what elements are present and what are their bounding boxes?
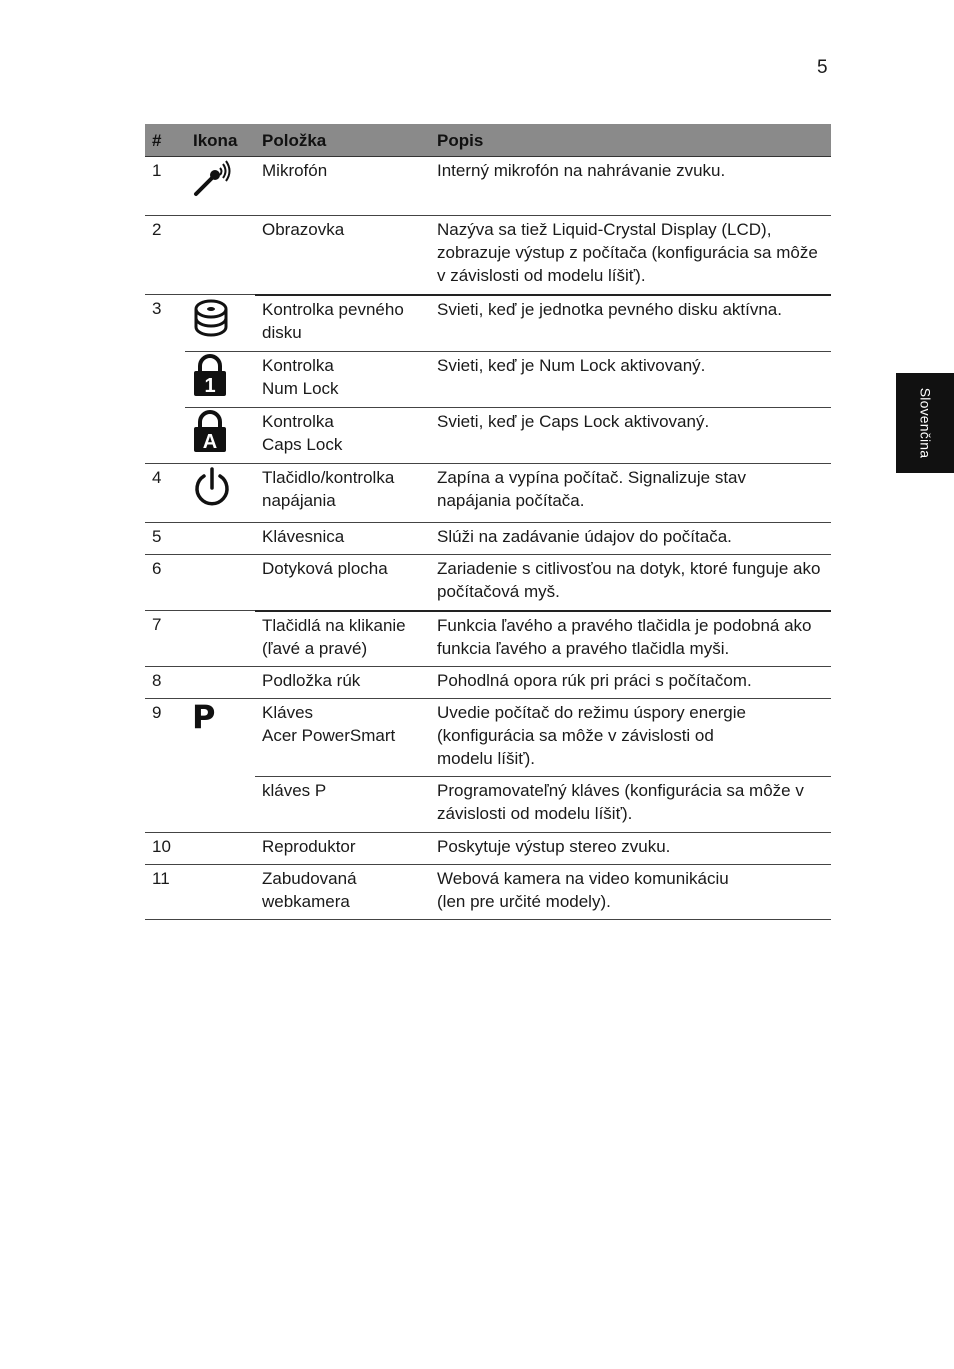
table-row <box>145 777 831 833</box>
header-num: # <box>145 124 185 157</box>
row-item <box>255 352 430 408</box>
row-desc: Poskytuje výstup stereo zvuku. <box>430 833 831 865</box>
row-icon-cell <box>185 777 255 833</box>
row-num: 8 <box>145 667 185 699</box>
desc-line: (len pre určité modely). <box>437 892 611 911</box>
item-line: Num Lock <box>262 379 339 398</box>
table-row <box>145 408 831 464</box>
row-num <box>145 352 185 408</box>
table-row <box>145 352 831 408</box>
row-num: 11 <box>145 865 185 920</box>
row-icon-cell <box>185 352 255 408</box>
num-lock-icon <box>192 354 228 398</box>
row-desc <box>430 699 831 777</box>
hdd-icon <box>192 297 232 341</box>
row-item: Klávesnica <box>255 523 430 555</box>
header-icon: Ikona <box>185 124 255 157</box>
row-item: Podložka rúk <box>255 667 430 699</box>
row-item <box>255 865 430 920</box>
row-icon-cell <box>185 157 255 216</box>
microphone-icon <box>192 159 234 199</box>
item-line: Kontrolka <box>262 412 334 431</box>
row-item: kláves P <box>255 777 430 833</box>
row-num: 1 <box>145 157 185 216</box>
row-icon-cell <box>185 611 255 667</box>
header-desc: Popis <box>430 124 831 157</box>
table-row <box>145 865 831 920</box>
row-icon-cell <box>185 667 255 699</box>
row-icon-cell <box>185 408 255 464</box>
row-item: Obrazovka <box>255 216 430 295</box>
svg-text:1: 1 <box>204 375 216 397</box>
row-desc: Svieti, keď je Caps Lock aktivovaný. <box>430 408 831 464</box>
row-icon-cell <box>185 865 255 920</box>
item-line: webkamera <box>262 892 350 911</box>
table-row <box>145 523 831 555</box>
table-row <box>145 833 831 865</box>
row-num: 10 <box>145 833 185 865</box>
row-item <box>255 408 430 464</box>
row-desc: Svieti, keď je jednotka pevného disku aktívna. <box>430 295 831 352</box>
language-side-tab <box>896 373 954 473</box>
table-row <box>145 611 831 667</box>
table-row <box>145 667 831 699</box>
row-num: 2 <box>145 216 185 295</box>
row-num: 7 <box>145 611 185 667</box>
desc-line: Webová kamera na video komunikáciu <box>437 869 729 888</box>
row-item: Kontrolka pevného disku <box>255 295 430 352</box>
row-num <box>145 777 185 833</box>
row-desc <box>430 865 831 920</box>
caps-lock-icon <box>192 410 228 454</box>
table-row <box>145 699 831 777</box>
language-label: Slovenčina <box>917 387 933 459</box>
item-line: Caps Lock <box>262 435 343 454</box>
row-desc: Programovateľný kláves (konfigurácia sa môže v závislosti od modelu líšiť). <box>430 777 831 833</box>
p-key-icon: P <box>192 698 216 736</box>
row-icon-cell <box>185 555 255 611</box>
power-icon <box>192 466 232 510</box>
table-row <box>145 464 831 523</box>
row-desc: Interný mikrofón na nahrávanie zvuku. <box>430 157 831 216</box>
row-num: 5 <box>145 523 185 555</box>
row-item: Reproduktor <box>255 833 430 865</box>
row-desc: Nazýva sa tiež Liquid-Crystal Display (LCD), zobrazuje výstup z počítača (konfigurácia sa môže v závislosti od modelu líšiť). <box>430 216 831 295</box>
row-item: Tlačidlo/kontrolka napájania <box>255 464 430 523</box>
row-num: 3 <box>152 299 162 318</box>
row-icon-cell <box>185 464 255 523</box>
desc-line: Uvedie počítač do režimu úspory energie <box>437 703 746 722</box>
table-header-row <box>145 124 831 157</box>
component-table <box>145 124 831 920</box>
row-item: Tlačidlá na klikanie (ľavé a pravé) <box>255 611 430 667</box>
row-icon-cell <box>185 833 255 865</box>
row-icon-cell <box>185 216 255 295</box>
row-num: 6 <box>145 555 185 611</box>
row-desc: Pohodlná opora rúk pri práci s počítačom. <box>430 667 831 699</box>
row-icon-cell <box>185 295 255 352</box>
row-num <box>145 408 185 464</box>
row-desc: Slúži na zadávanie údajov do počítača. <box>430 523 831 555</box>
table-row <box>145 216 831 295</box>
row-desc: Funkcia ľavého a pravého tlačidla je podobná ako funkcia ľavého a pravého tlačidla myši. <box>430 611 831 667</box>
row-icon-cell <box>185 699 255 777</box>
item-line: Kontrolka <box>262 356 334 375</box>
row-icon-cell <box>185 523 255 555</box>
row-desc: Zapína a vypína počítač. Signalizuje stav napájania počítača. <box>430 464 831 523</box>
svg-text:A: A <box>202 431 218 453</box>
item-line: Acer PowerSmart <box>262 726 396 745</box>
desc-line: modelu líšiť). <box>437 749 536 768</box>
row-desc: Zariadenie s citlivosťou na dotyk, ktoré funguje ako počítačová myš. <box>430 555 831 611</box>
row-item <box>255 699 430 777</box>
row-desc: Svieti, keď je Num Lock aktivovaný. <box>430 352 831 408</box>
table-row <box>145 157 831 216</box>
table-row <box>145 295 831 352</box>
table-row <box>145 555 831 611</box>
item-line: Zabudovaná <box>262 869 357 888</box>
item-line: Kláves <box>262 703 314 722</box>
page-number: 5 <box>817 57 828 78</box>
row-num: 9 <box>152 703 162 722</box>
header-item: Položka <box>255 124 430 157</box>
row-item: Mikrofón <box>255 157 430 216</box>
desc-line: (konfigurácia sa môže v závislosti od <box>437 726 714 745</box>
row-num: 4 <box>145 464 185 523</box>
row-item: Dotyková plocha <box>255 555 430 611</box>
